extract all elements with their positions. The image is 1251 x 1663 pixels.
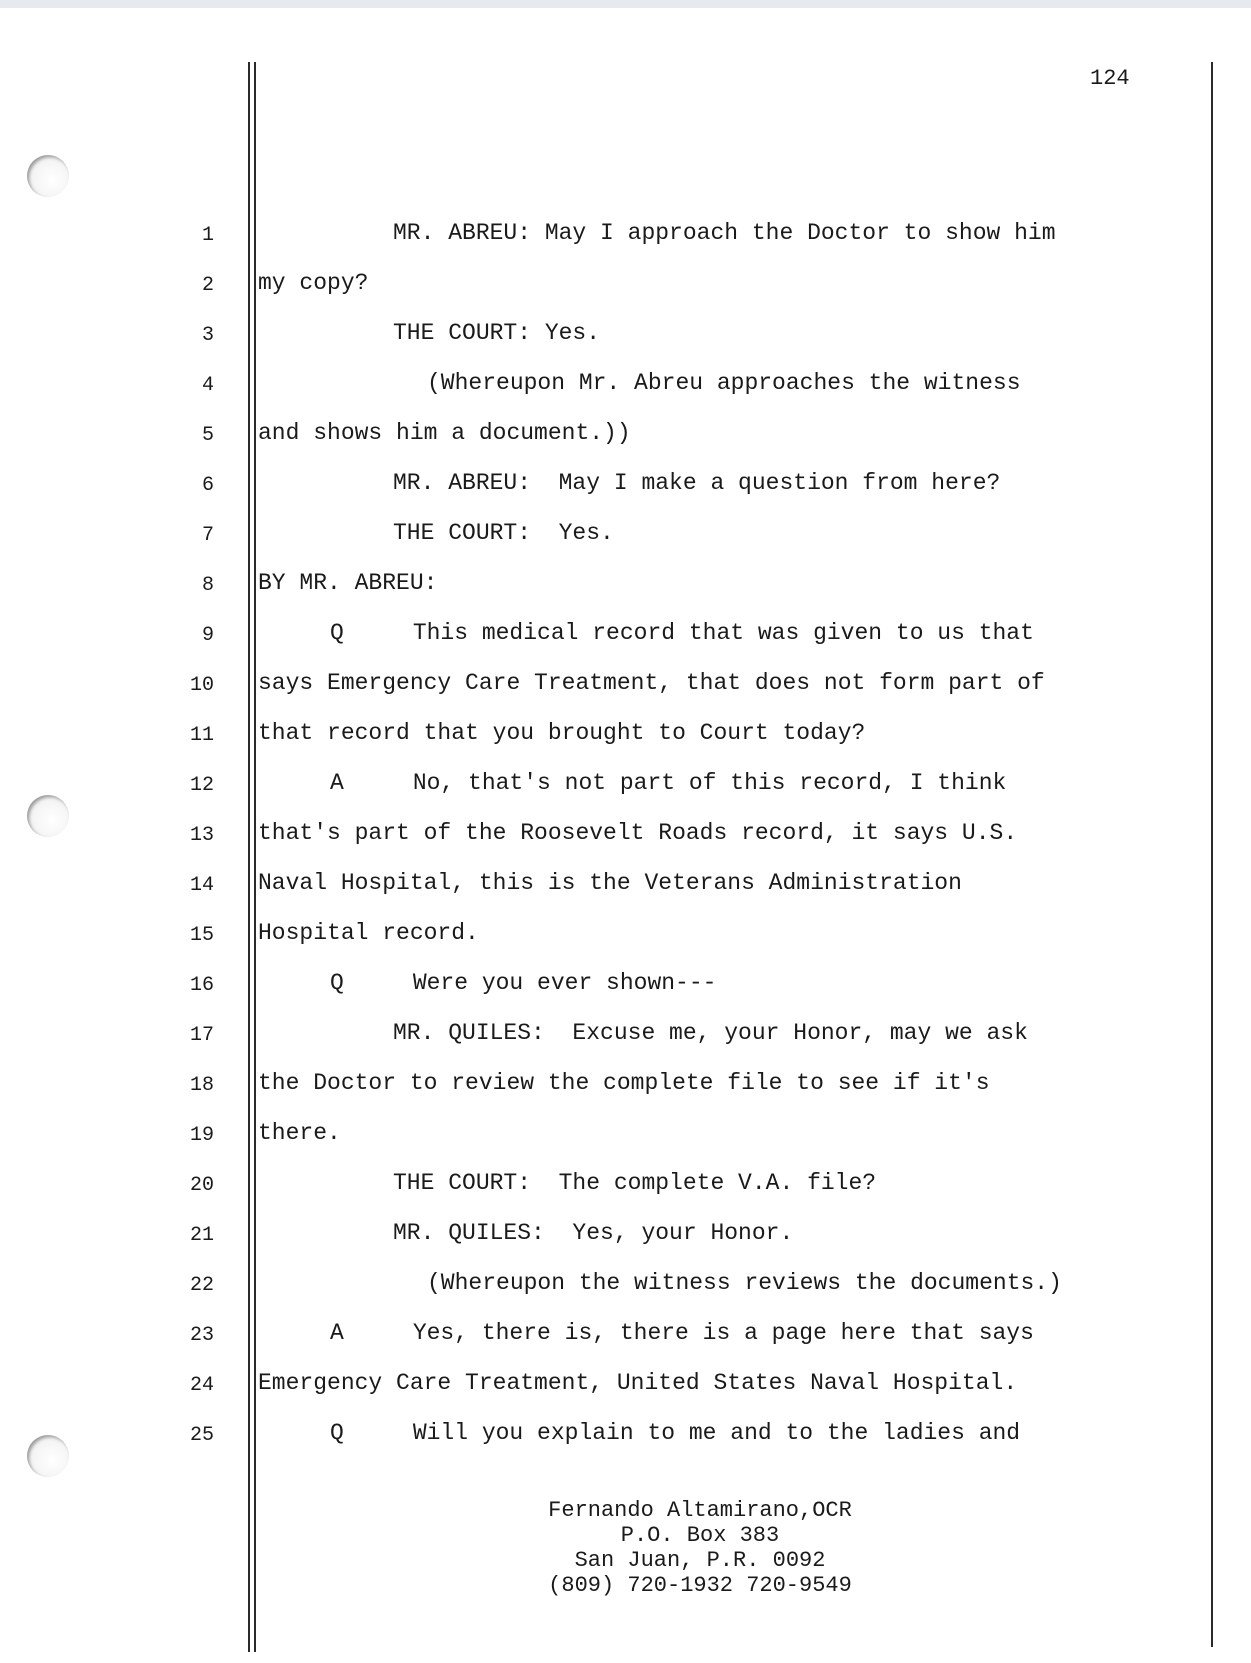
transcript-line: there. [258, 1120, 341, 1146]
line-number: 14 [189, 874, 214, 897]
transcript-line: that record that you brought to Court today? [258, 720, 866, 746]
line-number: 23 [189, 1324, 214, 1347]
punch-hole-icon [27, 155, 69, 197]
line-number: 21 [189, 1224, 214, 1247]
line-number: 12 [189, 774, 214, 797]
transcript-line: my copy? [258, 270, 369, 296]
transcript-line: A No, that's not part of this record, I think [330, 770, 1007, 796]
line-number: 16 [189, 974, 214, 997]
line-number: 25 [189, 1424, 214, 1447]
line-number: 4 [201, 374, 214, 397]
line-number: 6 [201, 474, 214, 497]
transcript-line: Emergency Care Treatment, United States Naval Hospital. [258, 1370, 1018, 1396]
line-number: 20 [189, 1174, 214, 1197]
punch-hole-icon [27, 795, 69, 837]
line-number: 18 [189, 1074, 214, 1097]
transcript-line: Hospital record. [258, 920, 479, 946]
footer-city: San Juan, P.R. 0092 [574, 1548, 826, 1573]
left-margin-rule [248, 62, 250, 1652]
footer-phone: (809) 720-1932 720-9549 [548, 1573, 852, 1598]
line-number: 9 [201, 624, 214, 647]
page-number: 124 [1090, 66, 1130, 91]
transcript-line: (Whereupon the witness reviews the documents.) [427, 1270, 1062, 1296]
line-number: 17 [189, 1024, 214, 1047]
line-number: 2 [201, 274, 214, 297]
transcript-line: THE COURT: Yes. [393, 320, 601, 346]
line-number: 3 [201, 324, 214, 347]
left-margin-rule [254, 62, 256, 1652]
transcript-line: MR. QUILES: Excuse me, your Honor, may we ask [393, 1020, 1028, 1046]
transcript-line: Q This medical record that was given to us that [330, 620, 1034, 646]
transcript-line: A Yes, there is, there is a page here that says [330, 1320, 1034, 1346]
line-number: 10 [189, 674, 214, 697]
line-number: 11 [189, 724, 214, 747]
transcript-line: MR. QUILES: Yes, your Honor. [393, 1220, 794, 1246]
line-number: 19 [189, 1124, 214, 1147]
transcript-line: Naval Hospital, this is the Veterans Administration [258, 870, 962, 896]
transcript-line: MR. ABREU: May I make a question from here? [393, 470, 1001, 496]
transcript-line: says Emergency Care Treatment, that does not form part of [258, 670, 1045, 696]
line-number: 22 [189, 1274, 214, 1297]
transcript-line: THE COURT: The complete V.A. file? [393, 1170, 877, 1196]
line-number: 24 [189, 1374, 214, 1397]
transcript-line: MR. ABREU: May I approach the Doctor to show him [393, 220, 1056, 246]
line-number: 1 [201, 224, 214, 247]
line-number: 5 [201, 424, 214, 447]
right-margin-rule [1211, 62, 1213, 1647]
transcript-line: and shows him a document.)) [258, 420, 631, 446]
top-edge-shadow [0, 0, 1251, 8]
footer-name: Fernando Altamirano,OCR [548, 1498, 852, 1523]
transcript-line: BY MR. ABREU: [258, 570, 438, 596]
line-number: 7 [201, 524, 214, 547]
transcript-line: THE COURT: Yes. [393, 520, 614, 546]
footer-box: P.O. Box 383 [620, 1523, 780, 1548]
transcript-line: Q Were you ever shown--- [330, 970, 717, 996]
transcript-line: the Doctor to review the complete file to see if it's [258, 1070, 990, 1096]
punch-hole-icon [27, 1435, 69, 1477]
line-number: 8 [201, 574, 214, 597]
transcript-line: (Whereupon Mr. Abreu approaches the witness [427, 370, 1021, 396]
line-number: 15 [189, 924, 214, 947]
transcript-line: that's part of the Roosevelt Roads record, it says U.S. [258, 820, 1018, 846]
transcript-line: Q Will you explain to me and to the ladies and [330, 1420, 1021, 1446]
line-number: 13 [189, 824, 214, 847]
